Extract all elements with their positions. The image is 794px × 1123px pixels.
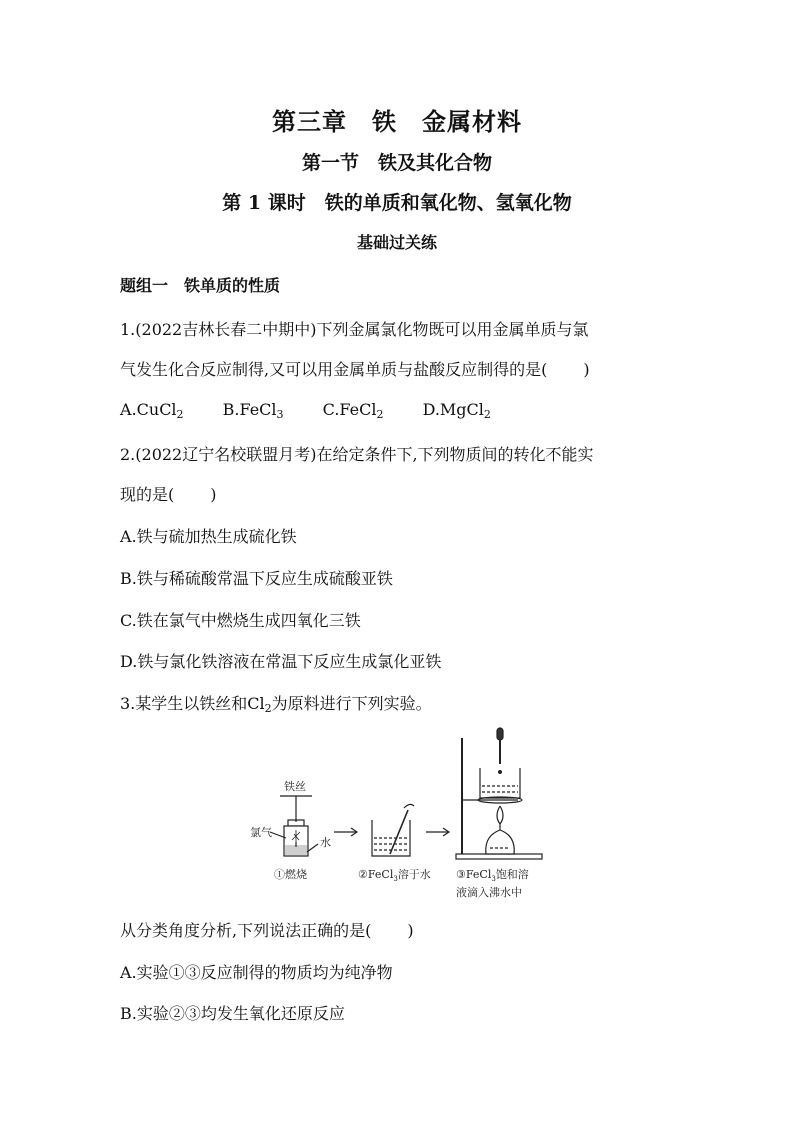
- group1-title: 题组一 铁单质的性质: [120, 276, 281, 295]
- label-water: 水: [320, 836, 331, 849]
- dropper: [497, 728, 503, 773]
- q1-line2-text: 气发生化合反应制得,又可以用金属单质与盐酸反应制得的是(: [120, 360, 548, 379]
- caption-2: ②FeCl$_3$溶于水: [358, 868, 431, 883]
- caption-3a: ③FeCl$_3$饱和溶: [456, 868, 529, 883]
- q3-paren-close: ): [407, 921, 414, 940]
- q2-option-d: D.铁与氯化铁溶液在常温下反应生成氯化亚铁: [120, 652, 442, 671]
- caption-1: ①燃烧: [274, 868, 307, 881]
- q2-line2: [120, 482, 217, 505]
- q3-option-a: A.实验①③反应制得的物质均为纯净物: [120, 963, 393, 982]
- q3-question: 从分类角度分析,下列说法正确的是( ): [120, 921, 414, 940]
- q1-options: [120, 400, 525, 419]
- q3-option-b: B.实验②③均发生氧化还原反应: [120, 1004, 345, 1023]
- caption-3b: 液滴入沸水中: [456, 886, 522, 899]
- beaker: [372, 804, 414, 856]
- chapter-title: 第三章 铁 金属材料: [272, 107, 522, 136]
- q1-line2: [120, 357, 590, 380]
- label-gas: 氯气: [250, 826, 272, 839]
- section-title: 第一节 铁及其化合物: [301, 152, 492, 174]
- q1-option-b: B.FeCl$_3$: [222, 400, 284, 421]
- label-wire: 铁丝: [284, 780, 306, 793]
- gas-jar: [280, 796, 312, 856]
- q1-line1: 1.(2022吉林长春二中期中)下列金属氯化物既可以用金属单质与氯: [120, 320, 589, 339]
- arrow-2: [426, 828, 449, 836]
- q1-paren-close: ): [583, 360, 590, 379]
- q2-option-a: A.铁与硫加热生成硫化铁: [120, 527, 297, 546]
- q1-option-d: D.MgCl$_2$: [422, 400, 491, 421]
- q2-option-b: B.铁与稀硫酸常温下反应生成硫酸亚铁: [120, 569, 393, 588]
- q2-line1: 2.(2022辽宁名校联盟月考)在给定条件下,下列物质间的转化不能实: [120, 445, 594, 464]
- q3-intro: 3.某学生以铁丝和$Cl_2$为原料进行下列实验。: [120, 694, 432, 715]
- q2-line2-text: 现的是(: [120, 485, 175, 504]
- arrow-1: [334, 828, 357, 836]
- practice-title: 基础过关练: [356, 233, 437, 252]
- water-label-pointer: [307, 844, 318, 852]
- q1-option-a: A.CuCl$_2$: [120, 400, 184, 421]
- lesson-title: 第 1 课时 铁的单质和氧化物、氢氧化物: [222, 192, 572, 214]
- experiment-figure: [250, 724, 550, 908]
- q2-paren-close: ): [210, 485, 217, 504]
- alcohol-lamp: [486, 806, 514, 854]
- q1-option-c: C.FeCl$_2$: [322, 400, 384, 421]
- q2-option-c: C.铁在氯气中燃烧生成四氧化三铁: [120, 611, 361, 630]
